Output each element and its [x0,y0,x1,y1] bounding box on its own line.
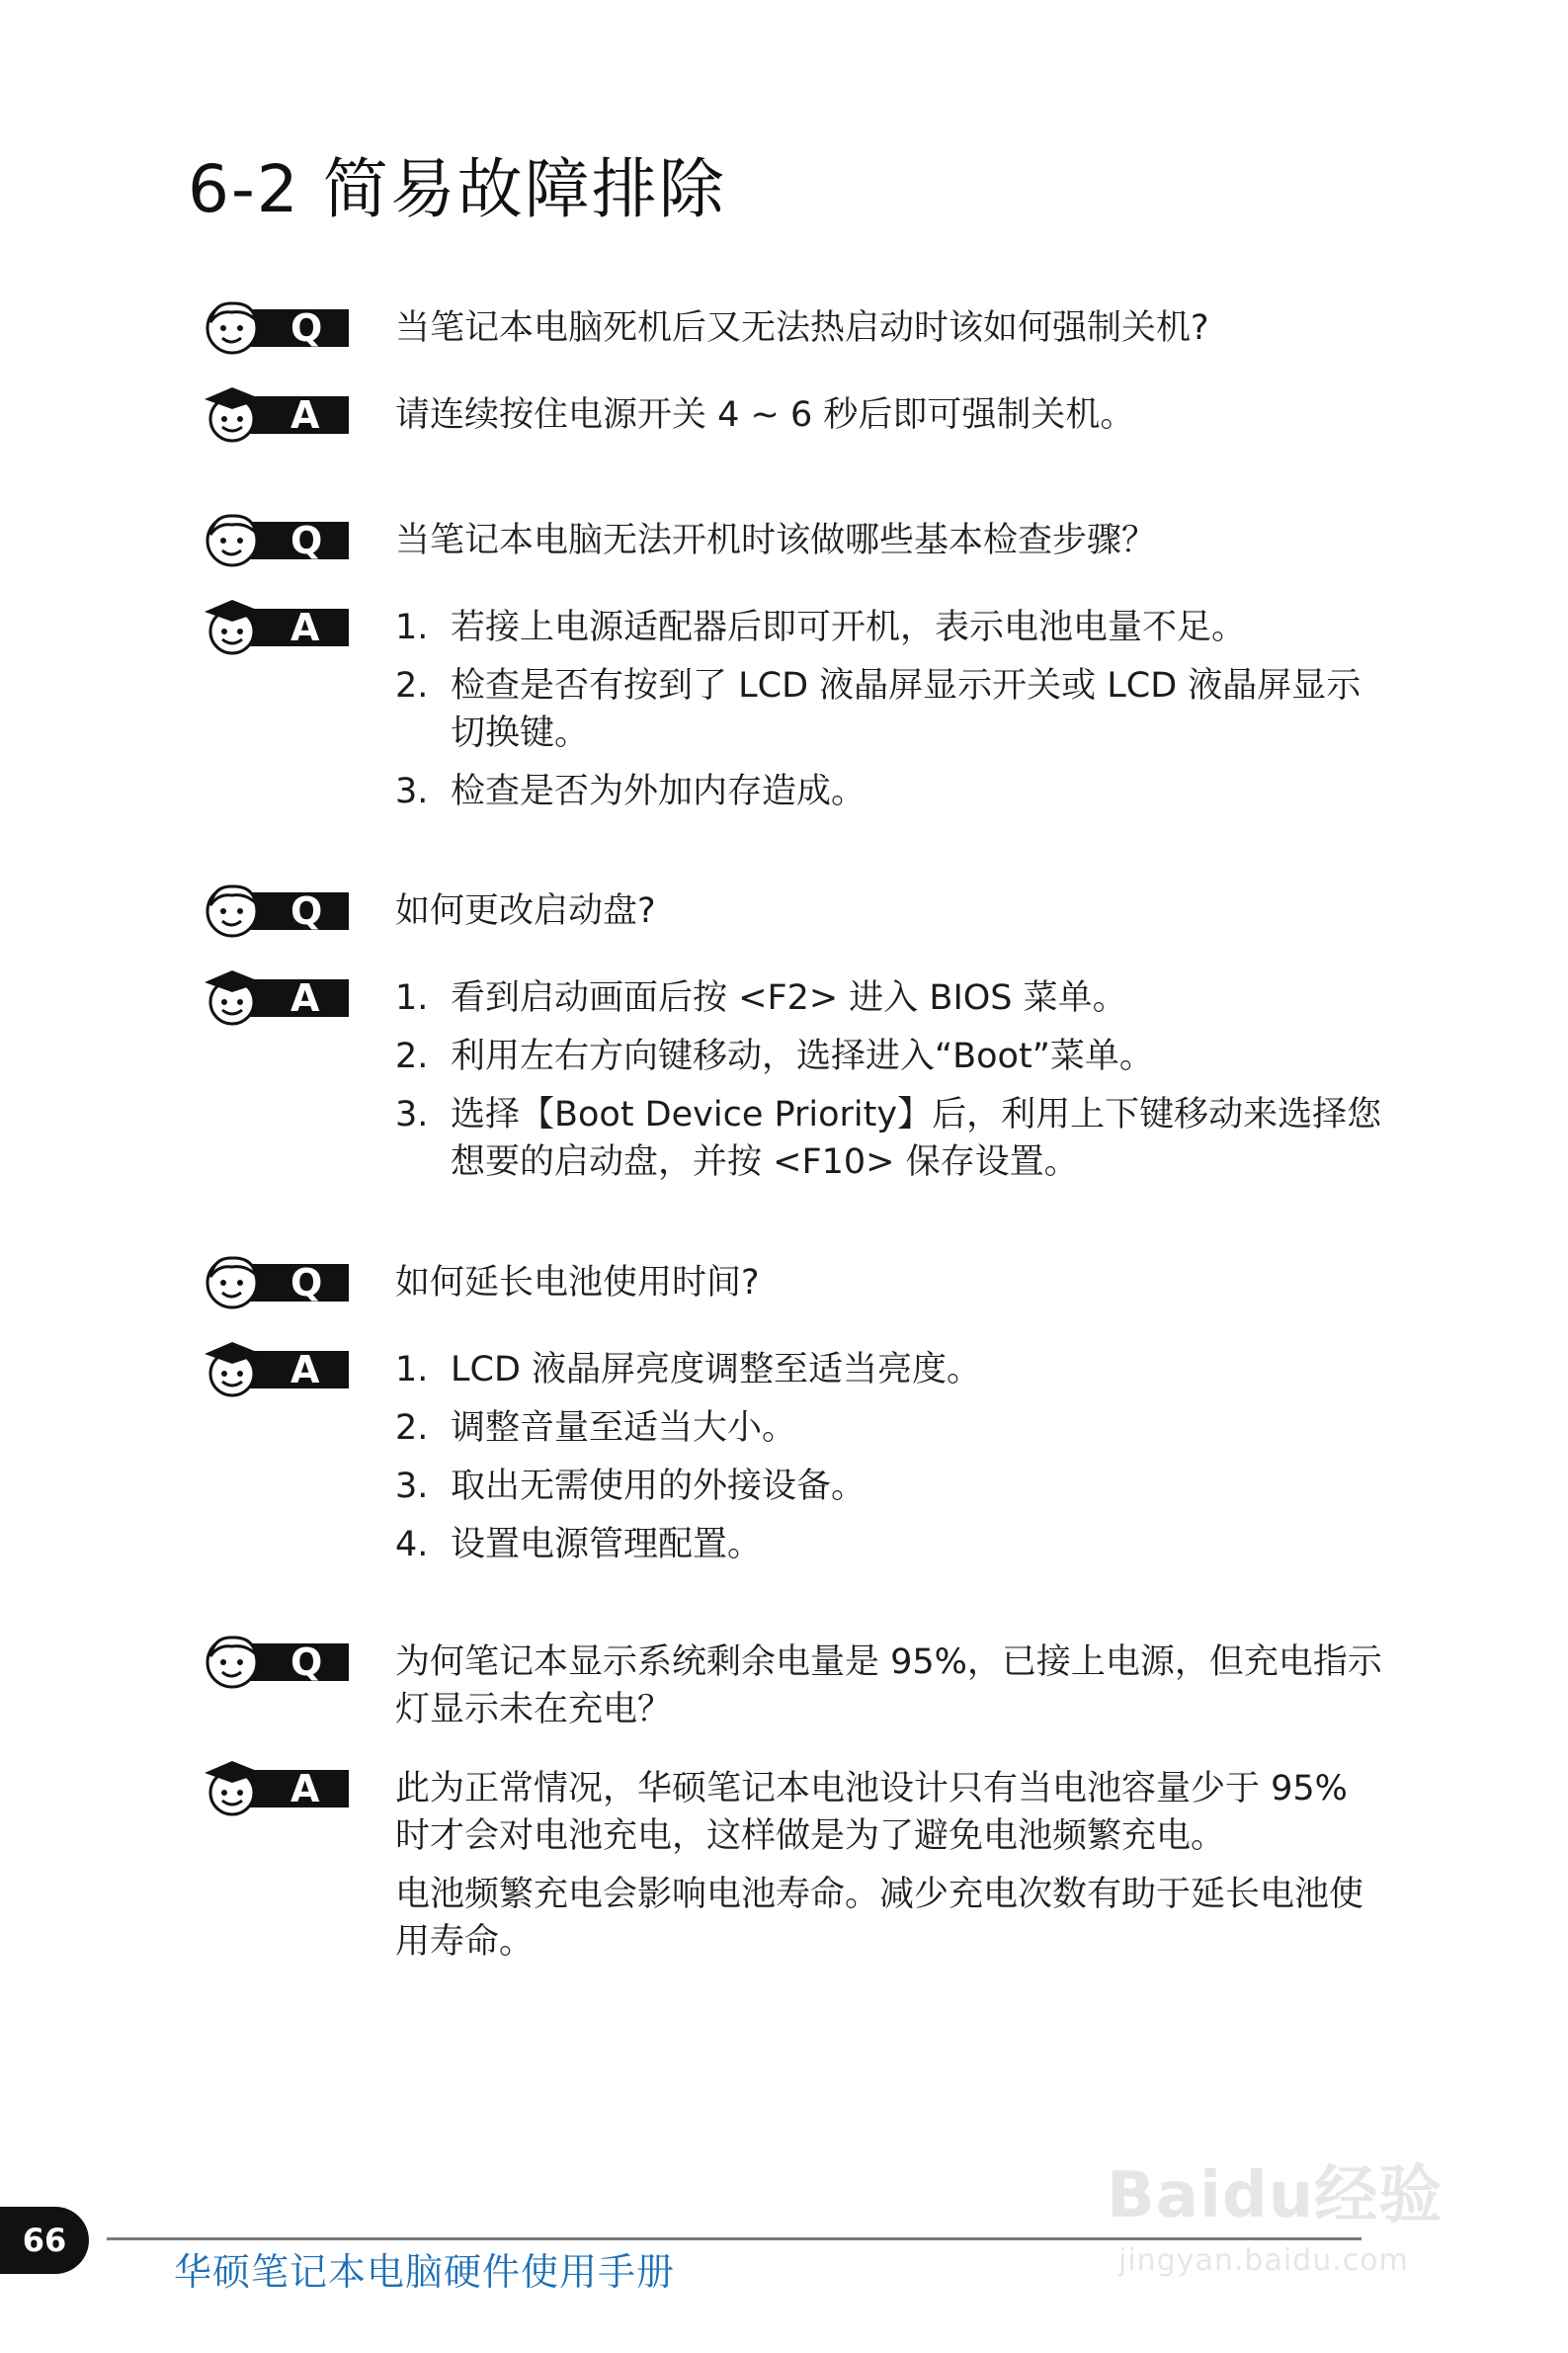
list-item [395,1463,1388,1510]
list-text: 检查是否为外加内存造成。 [451,772,867,811]
answer-badge-letter: A [290,393,320,437]
list-number: 2. [395,666,429,706]
watermark-logo: Baidu经验 [1107,2159,1444,2232]
answer-badge-letter: A [290,976,320,1020]
question-badge-letter: Q [290,889,323,933]
answer-badge [203,970,349,1026]
list-text: LCD 液晶屏亮度调整至适当亮度。 [451,1350,982,1389]
list-text: 检查是否有按到了 LCD 液晶屏显示开关或 LCD 液晶屏显示切换键。 [451,666,1362,753]
question-badge [203,883,349,939]
watermark-url: jingyan.baidu.com [1118,2243,1409,2278]
girl-face-icon [203,883,349,939]
graduate-face-icon [203,1761,349,1816]
list-text: 调整音量至适当大小。 [451,1408,797,1448]
answer-paragraph: 此为正常情况，华硕笔记本电池设计只有当电池容量少于 95% 时才会对电池充电，这样做是为了避免电池频繁充电。 [395,1769,1348,1856]
answer-badge [203,600,349,655]
list-text: 设置电源管理配置。 [451,1525,763,1564]
girl-face-icon [203,300,349,356]
footer-manual-title: 华硕笔记本电脑硬件使用手册 [174,2250,676,2294]
question-badge-letter: Q [290,1261,323,1304]
list-item [395,1091,1388,1186]
list-item [395,768,1388,815]
list-number: 4. [395,1525,429,1564]
question-text: 为何笔记本显示系统剩余电量是 95%，已接上电源，但充电指示灯显示未在充电？ [395,1642,1382,1729]
answer-paragraph: 请连续按住电源开关 4 ~ 6 秒后即可强制关机。 [395,395,1135,435]
question-badge-letter: Q [290,306,323,350]
list-item [395,974,1388,1022]
question-badge [203,1635,349,1690]
answer-text [395,604,1388,826]
list-text: 利用左右方向键移动，选择进入“Boot”菜单。 [451,1037,1154,1076]
girl-face-icon [203,1255,349,1310]
answer-paragraph: 电池频繁充电会影响电池寿命。减少充电次数有助于延长电池使用寿命。 [395,1875,1364,1962]
list-number: 1. [395,978,429,1018]
question-badge-letter: Q [290,519,323,562]
page-title: 6-2 简易故障排除 [188,151,726,227]
list-number: 2. [395,1037,429,1076]
list-number: 3. [395,1467,429,1506]
list-item [395,1521,1388,1568]
girl-face-icon [203,1635,349,1690]
answer-text [395,974,1388,1197]
graduate-face-icon [203,970,349,1026]
question-text: 当笔记本电脑无法开机时该做哪些基本检查步骤？ [395,521,1157,560]
list-number: 1. [395,1350,429,1389]
answer-badge-letter: A [290,606,320,649]
question-badge [203,1255,349,1310]
question-text: 如何更改启动盘? [395,891,656,931]
list-item [395,1346,1388,1393]
question-text: 当笔记本电脑死机后又无法热启动时该如何强制关机? [395,308,1209,348]
graduate-face-icon [203,1342,349,1397]
answer-text [395,391,1388,450]
list-number: 2. [395,1408,429,1448]
list-item [395,1404,1388,1452]
answer-badge [203,1342,349,1397]
answer-text [395,1346,1388,1579]
answer-badge-letter: A [290,1767,320,1810]
answer-badge [203,1761,349,1816]
question-badge-letter: Q [290,1640,323,1684]
graduate-face-icon [203,600,349,655]
list-number: 1. [395,608,429,647]
question-badge [203,300,349,356]
question-badge [203,513,349,568]
list-text: 若接上电源适配器后即可开机，表示电池电量不足。 [451,608,1247,647]
list-number: 3. [395,1095,429,1134]
list-item [395,1033,1388,1080]
list-item [395,662,1388,757]
list-number: 3. [395,772,429,811]
page-number: 66 [0,2207,89,2274]
footer-divider [107,2237,1362,2240]
list-text: 取出无需使用的外接设备。 [451,1467,867,1506]
list-item [395,604,1388,651]
answer-badge-letter: A [290,1348,320,1391]
answer-badge [203,387,349,443]
girl-face-icon [203,513,349,568]
question-text: 如何延长电池使用时间? [395,1263,760,1303]
list-text: 选择【Boot Device Priority】后，利用上下键移动来选择您想要的启动盘，并按 <F10> 保存设置。 [451,1095,1382,1182]
list-text: 看到启动画面后按 <F2> 进入 BIOS 菜单。 [451,978,1127,1018]
baidu-watermark [1107,2115,1462,2278]
answer-text [395,1765,1388,1976]
graduate-face-icon [203,387,349,443]
